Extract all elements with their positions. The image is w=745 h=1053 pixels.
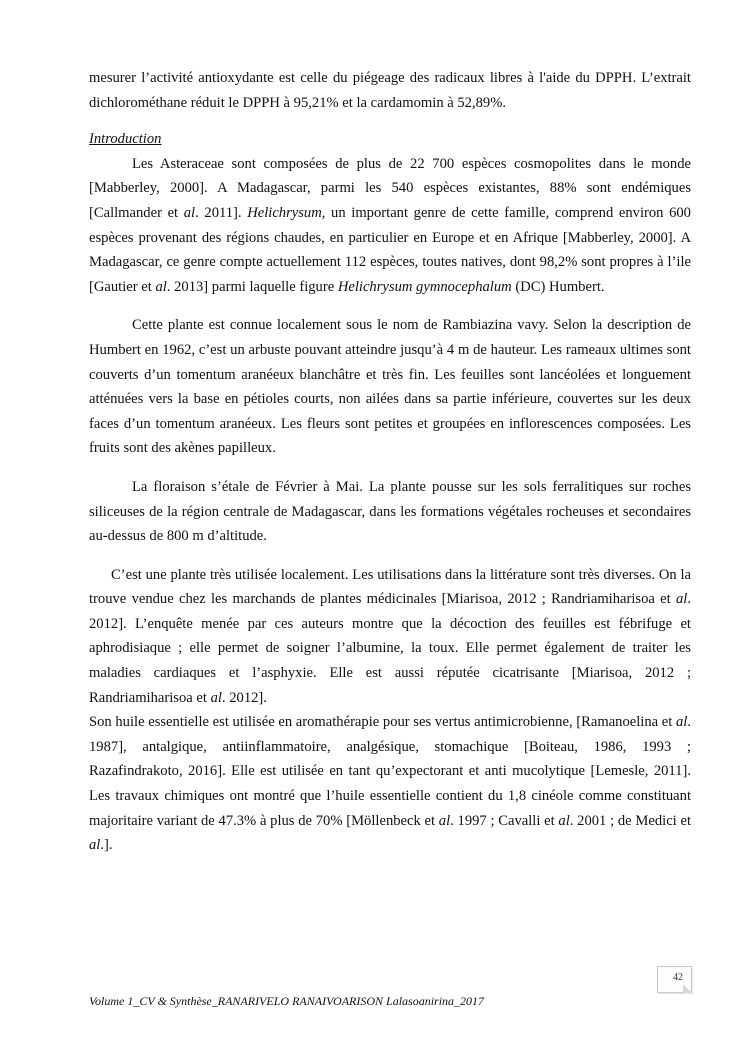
italic-al: al: [675, 714, 688, 731]
text-run: Les Asteraceae sont composées de plus de 22 700 espèces cosmopolites dans le monde [Mabberley, 2000]. A Madagascar, parmi les 540 espèces existantes, 88% sont endémiques [Callmander et: [89, 155, 691, 221]
paragraph-essential-oil: [89, 710, 691, 858]
page-number-box: [657, 966, 692, 993]
document-body: [89, 66, 691, 858]
section-heading-introduction: Introduction: [89, 131, 162, 148]
text-run: Son huile essentielle est utilisée en aromathérapie pour ses vertus antimicrobienne, [Ramanoelina et: [89, 714, 676, 731]
text-run: . 1997 ; Cavalli et: [450, 812, 559, 829]
page-number: 42: [673, 972, 683, 983]
text-run: . 2012].: [221, 689, 267, 706]
paragraph-description: Cette plante est connue localement sous le nom de Rambiazina vavy. Selon la description de Humbert en 1962, c’est un arbuste pouvant atteindre jusqu’à 4 m de hauteur. Les rameaux ultimes sont couverts d’un tomentum aranéeux blanchâtre et très fin. Les feuilles sont lancéolées et longuement atténuées vers la base en pétioles courts, non ailées dans sa partie inférieure, couvertes sur les deux faces d’un tomentum aranéeux. Les fleurs sont petites et groupées en inflorescences composées. Les fruits sont des akènes papilleux.: [89, 317, 691, 457]
text-run: . 1987], antalgique, antiinflammatoire, analgésique, stomachique [Boiteau, 1986, 1993 ; Razafindrakoto, 2016]. Elle est utilisée en tant qu’expectorant et anti mucolytique [Lemesle, 2011]. Les travaux chimiques ont montré que l’huile essentielle contient du 1,8 cinéole comme constituant majoritaire variant de 47.3% à plus de 70% [Möllenbeck et: [89, 714, 691, 829]
page-curl-icon: [683, 984, 692, 993]
italic-al: al: [183, 204, 196, 221]
text-run: . 2013] parmi laquelle figure: [166, 278, 338, 295]
paragraph-uses: [89, 563, 691, 711]
text-run: . 2012]. L’enquête menée par ces auteurs montre que la décoction des feuilles est fébrifuge et aphrodisiaque ; elle permet de soigner l’albumine, la toux. Elle permet également de traiter les maladies cardiaques et l’asphyxie. Elle est aussi réputée cicatrisante [Miarisoa, 2012 ; Randriamiharisoa et: [89, 591, 691, 706]
text-run: C’est une plante très utilisée localement. Les utilisations dans la littérature sont très diverses. On la trouve vendue chez les marchands de plantes médicinales [Miarisoa, 2012 ; Randriamiharisoa et: [89, 566, 691, 608]
genus-name: Helichrysum: [247, 204, 322, 221]
text-run: , un important genre de cette famille, comprend environ 600 espèces provenant des régions chaudes, en particulier en Europe et en Afrique [Mabberley, 2000]. A Madagascar, ce genre compte actuellement 112 espèces, toutes natives, dont 98,2% sont propres à l’ile [Gautier et: [89, 204, 691, 295]
italic-al: al: [210, 689, 222, 706]
italic-al: al: [558, 812, 570, 829]
footer: Volume 1_CV & Synthèse_RANARIVELO RANAIVOARISON Lalasoanirina_2017: [89, 994, 485, 1008]
paragraph-flowering: La floraison s’étale de Février à Mai. La plante pousse sur les sols ferralitiques sur roches siliceuses de la région centrale de Madagascar, dans les formations végétales rocheuses et secondaires au-dessus de 800 m d’altitude.: [89, 478, 691, 545]
species-name: Helichrysum gymnocephalum: [337, 278, 512, 295]
text-run: . 2001 ; de Medici et: [569, 812, 691, 829]
text-run: (DC) Humbert.: [511, 278, 605, 295]
text-run: .].: [100, 837, 113, 854]
italic-al: al: [438, 812, 451, 829]
text-run: . 2011].: [195, 204, 248, 221]
paragraph-asteraceae: [89, 152, 691, 300]
opening-paragraph: mesurer l’activité antioxydante est celle du piégeage des radicaux libres à l'aide du DPPH. L’extrait dichlorométhane réduit le DPPH à 95,21% et la cardamomin à 52,89%.: [89, 70, 691, 111]
italic-al: al: [675, 591, 688, 608]
italic-al: al: [89, 837, 101, 854]
italic-al: al: [155, 278, 167, 295]
